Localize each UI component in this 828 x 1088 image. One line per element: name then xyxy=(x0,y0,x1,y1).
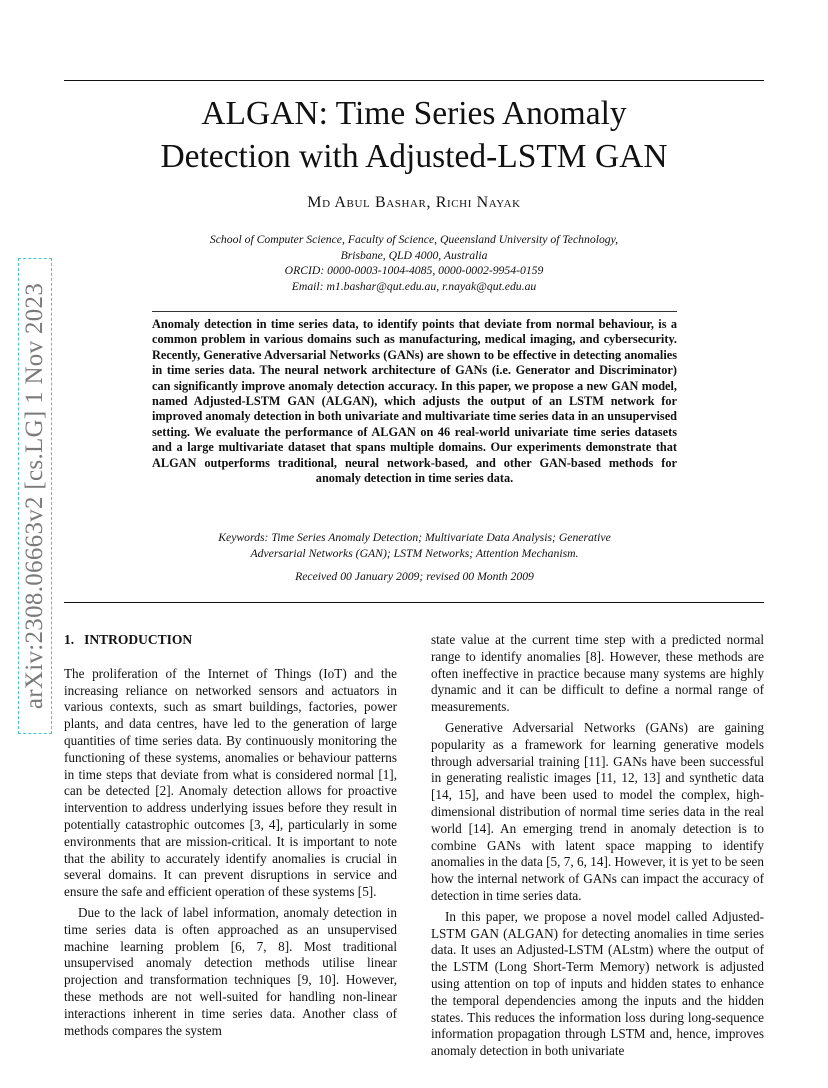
arxiv-identifier-stamp[interactable] xyxy=(18,258,52,734)
affiliation-address: Brisbane, QLD 4000, Australia xyxy=(340,248,488,262)
affiliation-block xyxy=(64,232,764,294)
intro-paragraph-5: In this paper, we propose a novel model called Adjusted-LSTM GAN (ALGAN) for detecting anomalies in time series data. It uses an Adjusted-LSTM (ALstm) where the output of the LSTM (Long Short-Term Memory) network is adjusted using attention on top of inputs and hidden states to enhance the temporal dependencies among the inputs and the hidden states. This reduces the information loss during long-sequence information propagation through LSTM and, hence, improves anomaly detection in both univariate xyxy=(431,908,764,1059)
top-rule xyxy=(64,80,764,81)
left-column xyxy=(64,632,397,1039)
keywords-line-2: Adversarial Networks (GAN); LSTM Networks; Attention Mechanism. xyxy=(250,546,579,560)
right-column xyxy=(431,632,764,1060)
paper-title xyxy=(64,92,764,178)
abstract-text: Anomaly detection in time series data, to identify points that deviate from normal behaviour, is a common problem in various domains such as manufacturing, medical imaging, and cybersecurity. Recently, Generative Adversarial Networks (GANs) are shown to be effective in detecting anomalies in time series data. The neural network architecture of GANs (i.e. Generator and Discriminator) can significantly improve anomaly detection accuracy. In this paper, we propose a new GAN model, named Adjusted-LSTM GAN (ALGAN), which adjusts the output of an LSTM network for improved anomaly detection in both univariate and multivariate time series data in an unsupervised setting. We evaluate the performance of ALGAN on 46 real-world univariate time series datasets and a large multivariate dataset that spans multiple domains. Our experiments demonstrate that ALGAN outperforms traditional, neural network-based, and other GAN-based methods for anomaly detection in time series data. xyxy=(152,317,677,486)
abstract-rule xyxy=(152,311,677,312)
received-dates: Received 00 January 2009; revised 00 Month 2009 xyxy=(295,570,534,583)
intro-paragraph-2: Due to the lack of label information, anomaly detection in time series data is often approached as an unsupervised machine learning problem [6, 7, 8]. Most traditional unsupervised anomaly detection methods utilise linear projection and transformation techniques [9, 10]. However, these methods are not well-suited for handling non-linear interactions inherent in time series data. Another class of methods compares the system xyxy=(64,904,397,1038)
keywords-block xyxy=(152,530,677,561)
header-bottom-rule xyxy=(64,602,764,603)
intro-paragraph-4: Generative Adversarial Networks (GANs) are gaining popularity as a framework for learning generative models through adversarial training [11]. GANs have been successful in generating realistic images [11, 12, 13] and synthetic data [14, 15], and have been used to model the complex, high-dimensional distribution of normal time series data in the real world [14]. An emerging trend in anomaly detection is to combine GANs with latent space mapping to identify anomalies in the data [5, 7, 6, 14]. However, it is yet to be seen how the internal network of GANs can impact the accuracy of detection in time series data. xyxy=(431,719,764,903)
title-line-1: ALGAN: Time Series Anomaly xyxy=(201,95,627,132)
intro-paragraph-1: The proliferation of the Internet of Things (IoT) and the increasing reliance on networked sensors and actuators in various contexts, such as smart buildings, factories, power plants, and data centres, have led to the generation of large quantities of time series data. By continuously monitoring the functioning of these systems, anomalies or behaviour patterns in time steps that deviate from what is considered normal [1], can be detected [2]. Anomaly detection allows for proactive intervention to address underlying issues before they result in potentially catastrophic outcomes [3, 4], particularly in some environments that are mission-critical. It is important to note that the ability to accurately identify anomalies is crucial in several domains. It can prevent disruptions in service and ensure the safe and efficient operation of these systems [5]. xyxy=(64,665,397,900)
arxiv-identifier-text: arXiv:2308.06663v2 [cs.LG] 1 Nov 2023 xyxy=(21,282,48,710)
affiliation-line: School of Computer Science, Faculty of Science, Queensland University of Technology, xyxy=(209,233,619,246)
section-heading xyxy=(64,632,397,649)
intro-paragraph-3: state value at the current time step with a predicted normal range to identify anomalies [8]. However, these methods are often ineffective in practice because many systems are highly dynamic and it can be difficult to define a normal range of measurements. xyxy=(431,632,764,715)
author-list: Md Abul Bashar, Richi Nayak xyxy=(307,194,521,211)
orcid-line: ORCID: 0000-0003-1004-4085, 0000-0002-9954-0159 xyxy=(284,264,544,277)
keywords-line-1: Keywords: Time Series Anomaly Detection; Multivariate Data Analysis; Generative xyxy=(218,531,611,544)
email-line: Email: m1.bashar@qut.edu.au, r.nayak@qut.edu.au xyxy=(291,279,537,293)
section-number: 1. xyxy=(64,632,75,647)
section-title: INTRODUCTION xyxy=(84,632,193,647)
title-line-2: Detection with Adjusted-LSTM GAN xyxy=(160,138,668,175)
